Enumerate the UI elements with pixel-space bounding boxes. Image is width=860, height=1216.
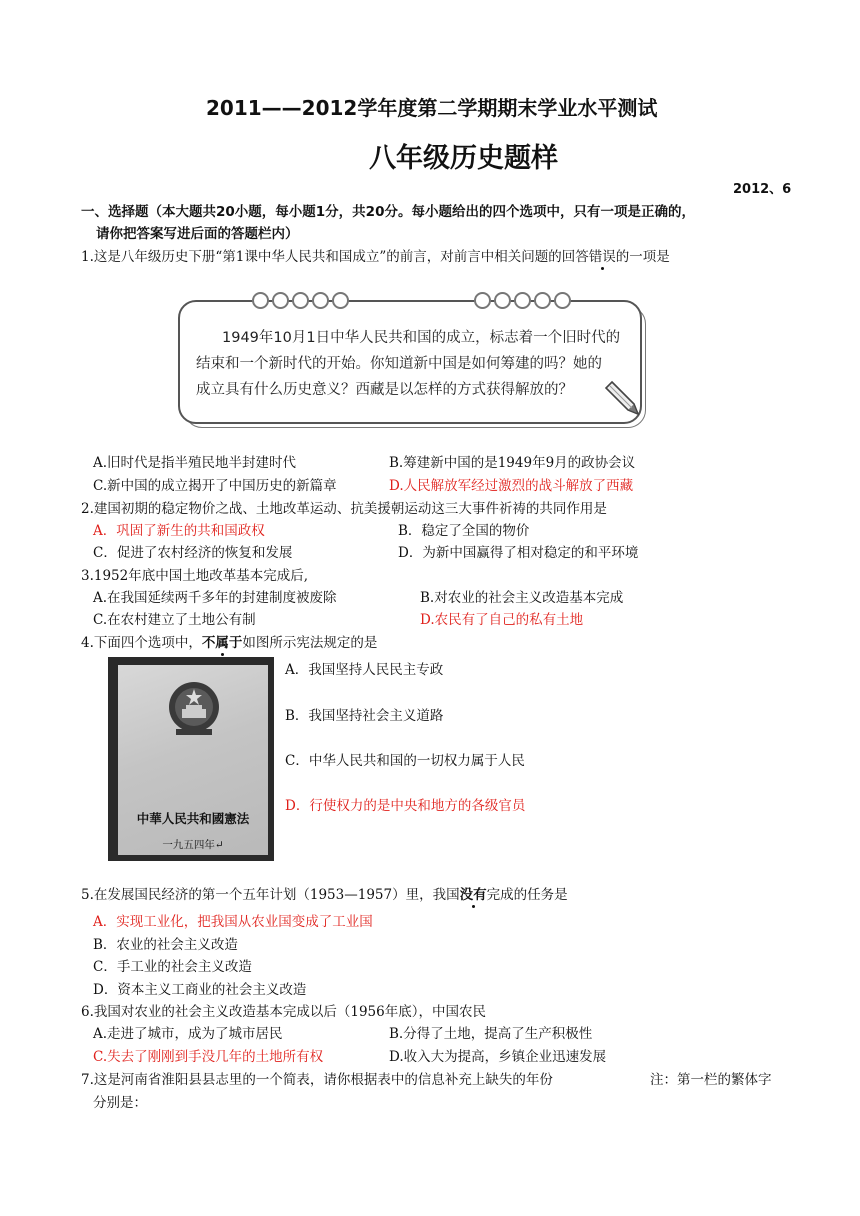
question-1-emphasis: 错误 bbox=[588, 249, 616, 265]
question-5-option-c: C．手工业的社会主义改造 bbox=[93, 959, 252, 975]
question-2-option-c: C．促进了农村经济的恢复和发展 bbox=[93, 545, 293, 561]
binder-ring-icon bbox=[494, 292, 511, 309]
question-7-stem-line2: 分别是： bbox=[93, 1095, 147, 1111]
question-5-stem bbox=[81, 883, 568, 903]
constitution-cover-title: 中華人民共和國憲法 bbox=[136, 811, 250, 826]
question-4-stem-a: 4.下面四个选项中， bbox=[81, 635, 202, 651]
constitution-cover-year: 一九五四年↵ bbox=[162, 839, 224, 851]
question-4-stem bbox=[81, 631, 377, 651]
national-emblem-icon bbox=[166, 679, 222, 739]
question-6-option-b: B.分得了土地，提高了生产积极性 bbox=[389, 1026, 593, 1042]
question-6-option-c: C.失去了刚刚到手没几年的土地所有权 bbox=[93, 1049, 324, 1065]
question-1-option-c: C.新中国的成立揭开了中国历史的新篇章 bbox=[93, 478, 337, 494]
binder-ring-icon bbox=[332, 292, 349, 309]
question-4-option-d: D．行使权力的是中央和地方的各级官员 bbox=[285, 798, 526, 814]
question-5-stem-b: 完成的任务是 bbox=[486, 887, 568, 903]
question-3-option-b: B.对农业的社会主义改造基本完成 bbox=[420, 590, 624, 606]
question-3-option-a: A.在我国延续两千多年的封建制度被废除 bbox=[93, 590, 337, 606]
constitution-cover-image bbox=[108, 657, 274, 861]
binder-ring-icon bbox=[554, 292, 571, 309]
binder-ring-icon bbox=[514, 292, 531, 309]
question-3-option-c: C.在农村建立了土地公有制 bbox=[93, 612, 256, 628]
question-1-stem-a: 1.这是八年级历史下册“第1课中华人民共和国成立”的前言，对前言中相关问题的回答 bbox=[81, 249, 589, 265]
section-heading-line1: 一、选择题（本大题共20小题，每小题1分，共20分。每小题给出的四个选项中，只有一项是正确的， bbox=[81, 204, 695, 220]
question-5-option-a: A．实现工业化，把我国从农业国变成了工业国 bbox=[93, 914, 373, 930]
question-2-stem: 2.建国初期的稳定物价之战、土地改革运动、抗美援朝运动这三大事件祈祷的共同作用是 bbox=[81, 501, 607, 517]
card-text-line-3: 成立具有什么历史意义？西藏是以怎样的方式获得解放的？ bbox=[196, 382, 573, 398]
binder-ring-icon bbox=[292, 292, 309, 309]
question-5-option-b: B．农业的社会主义改造 bbox=[93, 937, 238, 953]
question-2-option-d: D．为新中国赢得了相对稳定的和平环境 bbox=[398, 545, 639, 561]
exam-subtitle: 八年级历史题样 bbox=[369, 143, 558, 174]
question-3-stem: 3.1952年底中国土地改革基本完成后, bbox=[81, 568, 309, 584]
question-5-stem-a: 5.在发展国民经济的第一个五年计划（1953—1957）里，我国 bbox=[81, 887, 460, 903]
binder-ring-icon bbox=[252, 292, 269, 309]
card-text-line-1: 1949年10月1日中华人民共和国的成立，标志着一个旧时代的 bbox=[222, 330, 621, 346]
binder-ring-icon bbox=[272, 292, 289, 309]
exam-title: 2011——2012学年度第二学期期末学业水平测试 bbox=[206, 96, 658, 120]
constitution-cover-page bbox=[118, 665, 268, 855]
binder-ring-icon bbox=[534, 292, 551, 309]
question-3-option-d: D.农民有了自己的私有土地 bbox=[420, 612, 584, 628]
question-7-note: 注：第一栏的繁体字 bbox=[650, 1072, 772, 1088]
question-4-emphasis: 不属于 bbox=[201, 635, 243, 651]
question-4-option-c: C．中华人民共和国的一切权力属于人民 bbox=[285, 753, 525, 769]
section-heading-line2: 请你把答案写进后面的答题栏内） bbox=[96, 226, 299, 242]
question-1-stem-b: 的一项是 bbox=[615, 249, 670, 265]
question-4-option-a: A．我国坚持人民民主专政 bbox=[285, 662, 444, 678]
question-2-option-b: B．稳定了全国的物价 bbox=[398, 523, 530, 539]
card-text-line-2: 结束和一个新时代的开始。你知道新中国是如何筹建的吗？她的 bbox=[196, 356, 602, 372]
question-5-option-d: D．资本主义工商业的社会主义改造 bbox=[93, 982, 307, 998]
question-4-option-b: B．我国坚持社会主义道路 bbox=[285, 708, 444, 724]
question-1-option-b: B.筹建新中国的是1949年9月的政协会议 bbox=[389, 455, 636, 471]
question-2-option-a: A．巩固了新生的共和国政权 bbox=[93, 523, 265, 539]
question-6-option-a: A.走进了城市，成为了城市居民 bbox=[93, 1026, 283, 1042]
binder-ring-icon bbox=[474, 292, 491, 309]
question-6-stem: 6.我国对农业的社会主义改造基本完成以后（1956年底），中国农民 bbox=[81, 1004, 486, 1020]
exam-date: 2012、6 bbox=[733, 182, 792, 197]
question-1-stem bbox=[81, 245, 670, 265]
pen-icon bbox=[604, 378, 644, 420]
question-1-option-d: D.人民解放军经过激烈的战斗解放了西藏 bbox=[389, 478, 634, 494]
question-6-option-d: D.收入大为提高，乡镇企业迅速发展 bbox=[389, 1049, 607, 1065]
question-5-emphasis: 没有 bbox=[459, 887, 487, 903]
question-1-option-a: A.旧时代是指半殖民地半封建时代 bbox=[93, 455, 297, 471]
binder-ring-icon bbox=[312, 292, 329, 309]
question-4-stem-b: 如图所示宪法规定的是 bbox=[242, 635, 378, 651]
question-7-stem-line1: 7.这是河南省淮阳县县志里的一个简表，请你根据表中的信息补充上缺失的年份 bbox=[81, 1072, 553, 1088]
